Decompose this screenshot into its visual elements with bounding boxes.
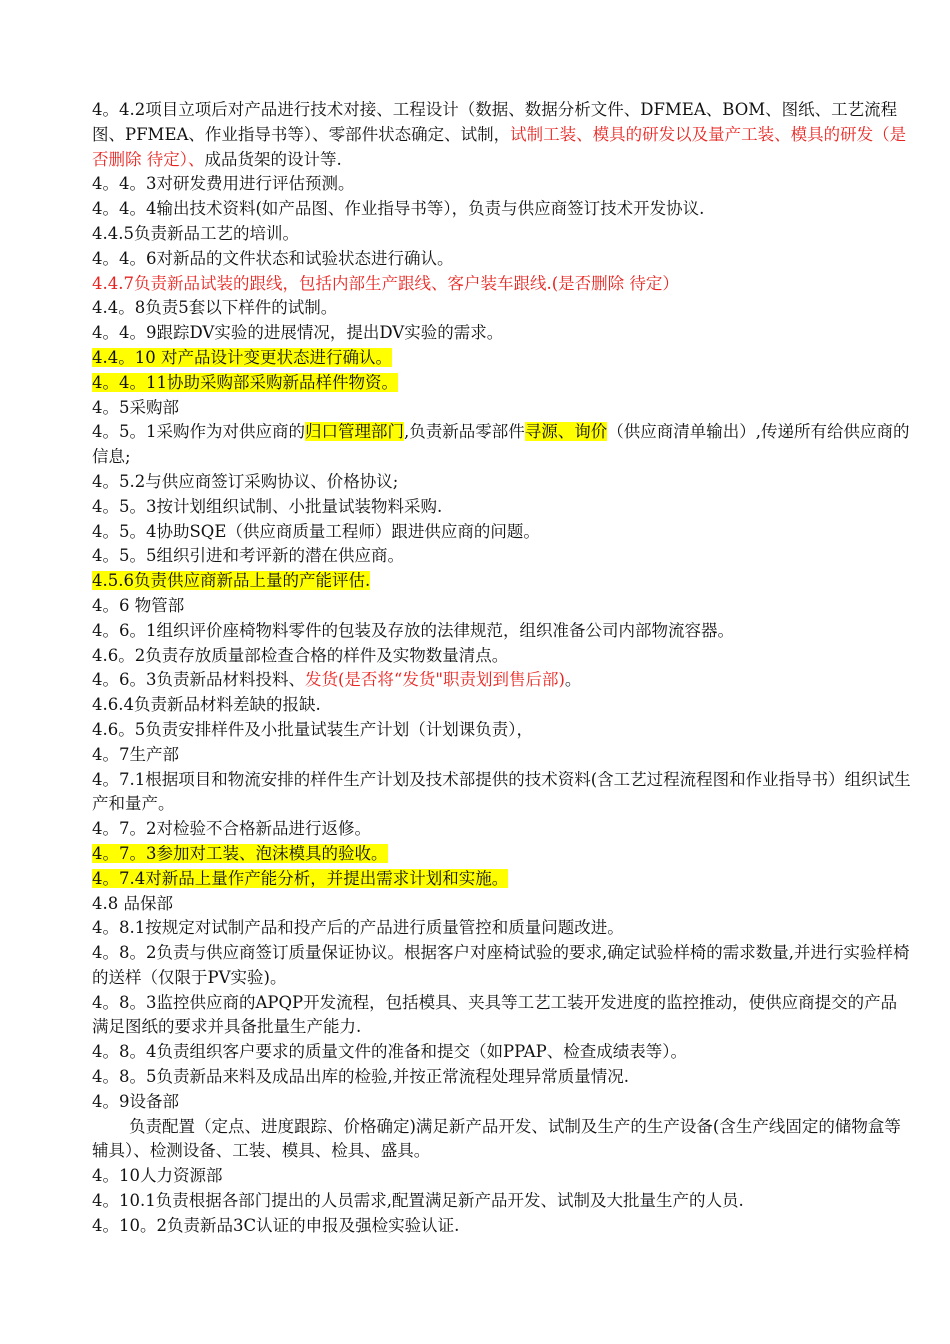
body-text: 负责配置（定点、进度跟踪、价格确定)满足新产品开发、试制及生产的生产设备(含生产线固定的储物盒等辅具）、检测设备、工装、模具、检具、盛具。 [92,1116,901,1161]
body-text: 4。8。3监控供应商的APQP开发流程，包括模具、夹具等工艺工装开发进度的监控推动，使供应商提交的产品满足图纸的要求并具备批量生产能力. [92,992,898,1037]
paragraph-p26 [92,817,912,842]
paragraph-p7 [92,296,912,321]
body-text: 4.4.5负责新品工艺的培训。 [92,223,299,243]
highlighted-text: 4。7.4对新品上量作产能分析，并提出需求计划和实施。 [92,868,509,888]
paragraph-p1 [92,98,912,172]
body-text: 4。8。2负责与供应商签订质量保证协议。根据客户对座椅试验的要求,确定试验样椅的需求数量,并进行实验样椅的送样（仅限于PV实验)。 [92,943,910,987]
body-text: 4。5采购部 [92,397,179,417]
paragraph-p39 [92,1214,912,1239]
highlighted-text: 4。4。11协助采购部采购新品样件物资。 [92,372,398,392]
body-text: 4。5。1采购作为对供应商的 [92,422,305,442]
highlighted-text: 归口管理部门 [305,422,404,442]
paragraph-p19 [92,619,912,644]
paragraph-p38 [92,1189,912,1214]
paragraph-p23 [92,718,912,743]
document-page [92,98,912,1239]
body-text: 4.4。8负责5套以下样件的试制。 [92,298,338,318]
paragraph-p18 [92,594,912,619]
paragraph-p32 [92,991,912,1041]
paragraph-p37 [92,1164,912,1189]
paragraph-p14 [92,495,912,520]
paragraph-p15 [92,520,912,545]
paragraph-p29 [92,892,912,917]
paragraph-p13 [92,470,912,495]
body-text: 4。10.1负责根据各部门提出的人员需求,配置满足新产品开发、试制及大批量生产的人员. [92,1191,744,1211]
body-text: 4。5。5组织引进和考评新的潜在供应商。 [92,546,404,566]
highlighted-text: 寻源、询价 [524,422,608,442]
body-text: 4。10人力资源部 [92,1166,223,1186]
highlighted-text: 4.4。10 对产品设计变更状态进行确认。 [92,347,392,367]
paragraph-p8 [92,321,912,346]
paragraph-p10 [92,371,912,396]
paragraph-p30 [92,916,912,941]
paragraph-p36 [92,1115,912,1165]
paragraph-p5 [92,247,912,272]
body-text: 。 [564,670,582,690]
body-text: 4。5。4协助SQE（供应商质量工程师）跟进供应商的问题。 [92,521,540,541]
body-text: 4。5。3按计划组织试制、小批量试装物料采购. [92,496,443,516]
paragraph-p6 [92,272,912,297]
body-text: 4。6 物管部 [92,595,185,615]
paragraph-p33 [92,1040,912,1065]
paragraph-p11 [92,396,912,421]
body-text: 4。8。4负责组织客户要求的质量文件的准备和提交（如PPAP、检查成绩表等）。 [92,1042,687,1062]
body-text: 4。5.2与供应商签订采购协议、价格协议; [92,471,399,491]
body-text: 4。4。3对研发费用进行评估预测。 [92,174,355,194]
body-text: 4.6.4负责新品材料差缺的报缺. [92,695,321,715]
body-text: 4。6。1组织评价座椅物料零件的包装及存放的法律规范，组织准备公司内部物流容器。 [92,620,734,640]
paragraph-p25 [92,768,912,818]
red-note-text: 发货(是否将“发货"职责划到售后部) [305,670,565,690]
paragraph-p24 [92,743,912,768]
paragraph-p21 [92,668,912,693]
body-text: 成品货架的设计等. [204,149,342,169]
red-note-text: 4.4.7负责新品试装的跟线，包括内部生产跟线、客户装车跟线.(是否删除 待定） [92,273,679,293]
body-text: 4。8.1按规定对试制产品和投产后的产品进行质量管控和质量问题改进。 [92,918,624,938]
paragraph-p27 [92,842,912,867]
paragraph-p9 [92,346,912,371]
body-text: 4。7.1根据项目和物流安排的样件生产计划及技术部提供的技术资料(含工艺过程流程图和作业指导书）组织试生产和量产。 [92,769,911,814]
paragraph-p28 [92,867,912,892]
body-text: （供应商清单输出）,传递所有给供应商的信息; [92,422,910,467]
highlighted-text: 4.5.6负责供应商新品上量的产能评估. [92,571,371,591]
paragraph-p17 [92,569,912,594]
body-text: 4。4。4输出技术资料(如产品图、作业指导书等），负责与供应商签订技术开发协议. [92,199,705,219]
paragraph-p12 [92,420,912,470]
body-text: 4。9设备部 [92,1091,179,1111]
paragraph-p2 [92,172,912,197]
body-text: 4。7生产部 [92,744,179,764]
paragraph-p4 [92,222,912,247]
body-text: 4。4.2项目立项后对产品进行技术对接、工程设计（数据、数据分析文件、DFMEA、BOM、图纸、工艺流程图、PFMEA、作业指导书等）、零部件状态确定、试制， [92,100,898,144]
body-text: 4。10。2负责新品3C认证的申报及强检实验认证. [92,1215,460,1235]
red-note-text: 试制工装、模具的研发以及量产工装、模具的研发（是否删除 待定）、 [92,124,907,169]
body-text: 4。7。2对检验不合格新品进行返修。 [92,819,371,839]
body-text: ,负责新品零部件 [404,422,525,442]
body-text: 4。4。9跟踪DV实验的进展情况，提出DV实验的需求。 [92,323,504,343]
paragraph-p20 [92,644,912,669]
paragraph-p35 [92,1090,912,1115]
body-text: 4。4。6对新品的文件状态和试验状态进行确认。 [92,248,454,268]
paragraph-p31 [92,941,912,991]
paragraph-p3 [92,197,912,222]
body-text: 4.6。5负责安排样件及小批量试装生产计划（计划课负责）， [92,719,533,739]
body-text: 4。6。3负责新品材料投料、 [92,670,305,690]
body-text: 4.8 品保部 [92,893,173,913]
body-text: 4。8。5负责新品来料及成品出库的检验,并按正常流程处理异常质量情况. [92,1067,629,1087]
paragraph-p34 [92,1065,912,1090]
paragraph-p22 [92,693,912,718]
paragraph-p16 [92,544,912,569]
body-text: 4.6。2负责存放质量部检查合格的样件及实物数量清点。 [92,645,509,665]
highlighted-text: 4。7。3参加对工装、泡沫模具的验收。 [92,843,388,863]
